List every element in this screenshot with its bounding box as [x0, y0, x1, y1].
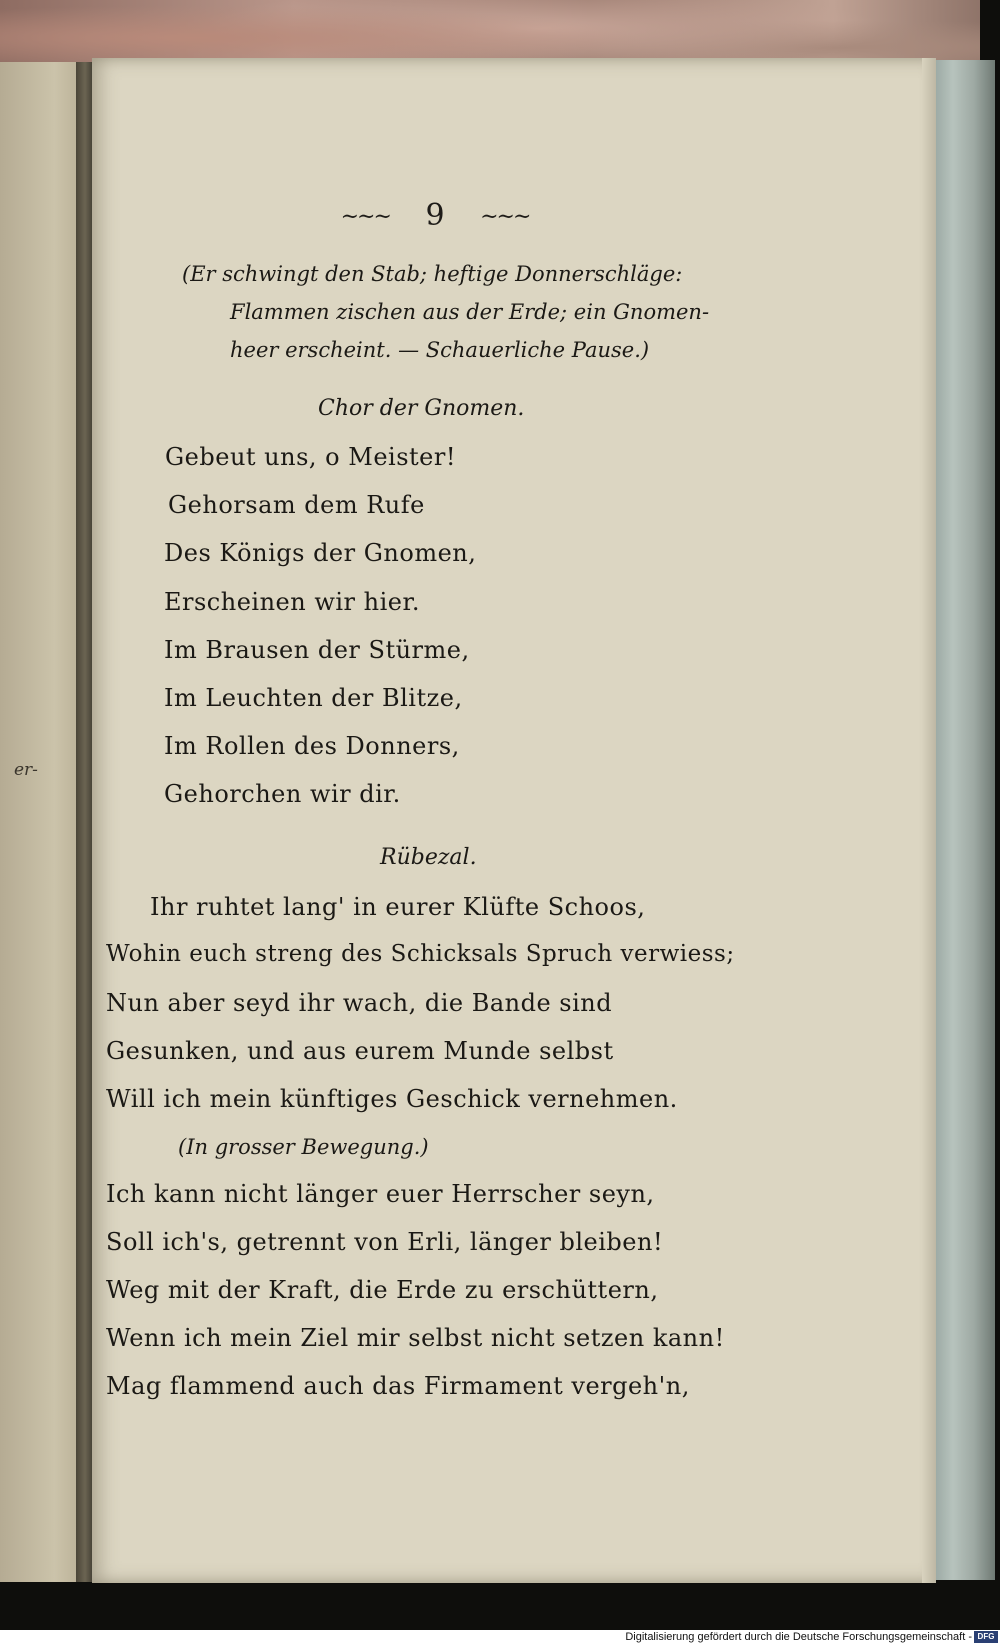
- verse-line: Weg mit der Kraft, die Erde zu erschüttern,: [106, 1276, 659, 1304]
- verse-line: Wenn ich mein Ziel mir selbst nicht setzen kann!: [106, 1324, 725, 1352]
- left-page-fragment: er-: [14, 760, 38, 780]
- page-edge: [922, 58, 936, 1583]
- ornament-left: ~~~: [340, 204, 390, 230]
- verse-line: Im Leuchten der Blitze,: [164, 684, 463, 712]
- stage-direction-line: heer erscheint. — Schauerliche Pause.): [230, 338, 650, 362]
- left-page: [0, 62, 78, 1582]
- verse-line: Erscheinen wir hier.: [164, 588, 420, 616]
- page-number: 9: [425, 198, 445, 233]
- verse-line: Nun aber seyd ihr wach, die Bande sind: [106, 989, 613, 1017]
- verse-line: Gebeut uns, o Meister!: [165, 443, 456, 471]
- verse-line: Im Rollen des Donners,: [164, 732, 460, 760]
- verse-line: Wohin euch streng des Schicksals Spruch verwiess;: [106, 941, 735, 967]
- verse-line: Im Brausen der Stürme,: [164, 636, 470, 664]
- stage-direction-line: (Er schwingt den Stab; heftige Donnerschläge:: [182, 262, 683, 286]
- verse-line: Mag flammend auch das Firmament vergeh'n,: [106, 1372, 690, 1400]
- footer-credit: Digitalisierung gefördert durch die Deutsche Forschungsgemeinschaft -: [625, 1631, 972, 1643]
- verse-line: Soll ich's, getrennt von Erli, länger bleiben!: [106, 1228, 664, 1256]
- verse-line: Gehorsam dem Rufe: [168, 491, 425, 519]
- dfg-logo: DFG: [974, 1631, 998, 1643]
- verse-line: Gehorchen wir dir.: [164, 780, 401, 808]
- stage-direction: (In grosser Bewegung.): [178, 1135, 429, 1159]
- verse-line: Gesunken, und aus eurem Munde selbst: [106, 1037, 614, 1065]
- verse-line: Ich kann nicht länger euer Herrscher seyn,: [106, 1180, 655, 1208]
- speaker-name: Chor der Gnomen.: [318, 396, 525, 421]
- page-header: [320, 198, 550, 233]
- verse-line: Des Königs der Gnomen,: [164, 539, 477, 567]
- stage-direction-line: Flammen zischen aus der Erde; ein Gnomen-: [230, 300, 710, 324]
- ornament-right: ~~~: [480, 204, 530, 230]
- verse-line: Ihr ruhtet lang' in eurer Klüfte Schoos,: [150, 893, 646, 921]
- speaker-name: Rübezal.: [380, 845, 477, 870]
- digitization-footer: [0, 1630, 1000, 1645]
- verse-line: Will ich mein künftiges Geschick vernehmen.: [106, 1085, 678, 1113]
- right-page: [92, 58, 935, 1583]
